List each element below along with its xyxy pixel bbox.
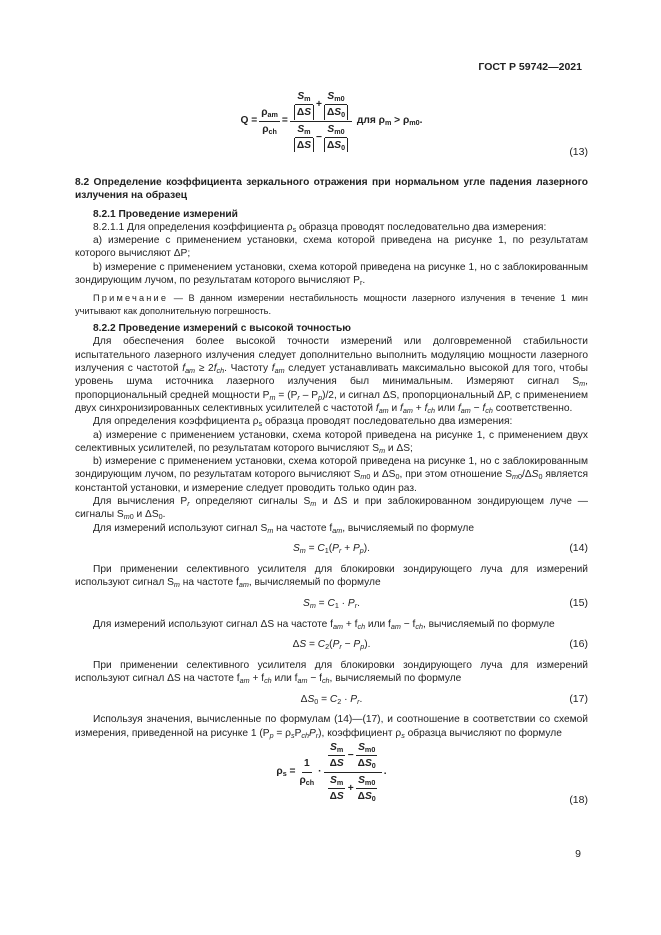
formula-17: $\Delta S_0 = C_2 \cdot P_r$. (17) [300, 692, 588, 706]
list-item-a: а) измерение с применением установки, схема которой приведена на рисунке 1, по результатам которого вычисляют ΔP; [75, 235, 588, 260]
list-item-b: b) измерение с применением установки, схема которой приведена на рисунке 1, но с заблокированным зондирующим лучом, по результатам которого вычисляют $P_r$. [75, 261, 588, 288]
eq15-number: (15) [569, 596, 588, 609]
formula-16: $\Delta S = C_2(P_r - P_p)$. (16) [292, 638, 588, 652]
paragraph-using-values: Используя значения, вычисленные по формулам (14)—(17), и соотношение в соответствии со схемой измерения, приведенной на рисунке 1 $(P_p = \rho_sP_{ch}P_r)$, коэффициент $\rho_s$ образца вычисляют по формуле [75, 714, 588, 740]
paragraph-two-measurements: Для определения коэффициента $\rho_s$ образца проводят последовательно два измерения: [93, 416, 513, 429]
formula-18: $\rho_s$ = 1 $\rho_{ch}$ · $S_m$ ΔS − $\frac{S_{m0}}{\Delta S_0}$ $S_m$ ΔS + $\frac{S_{m0}}{\Delta S_0}$ . (18) [276, 741, 588, 807]
eq18-number: (18) [569, 794, 588, 807]
formula-15: $S_m = C_1 \cdot P_r$. (15) [303, 596, 588, 610]
eq13-condition: для $\rho_m > \rho_{m0}$. [356, 115, 423, 128]
eq17-number: (17) [569, 692, 588, 705]
paragraph-8-2-1-1: 8.2.1.1 Для определения коэффициента $\rho_s$ образца проводят последовательно два измерения: [93, 221, 547, 234]
note: Примечание — В данном измерении нестабильность мощности лазерного излучения в течение 1 мин учитывают как дополнительную погрешность. [75, 293, 588, 316]
formula-14: $S_m = C_1(P_r + P_p)$. (14) [292, 542, 588, 556]
formula-13: Q = $\rho_{am}$ $\rho_{ch}$ = $S_m$ ΔS + $\frac{S_{m0}}{\Delta S_0}$ $S_m$ ΔS − $\frac{S_{m0}}{\Delta S_0}$ для $\rho_m > \rho_{m0}$. (13) [240, 91, 588, 158]
paragraph-signals: Для вычисления $P_r$ определяют сигналы $S_m$ и ΔS и при заблокированном зондирующем луче — сигналы $S_{m0}$ и $\Delta S_0$. [75, 496, 588, 522]
standard-header: ГОСТ Р 59742—2021 [478, 61, 582, 73]
eq13-main-fraction: $S_m$ ΔS + $\frac{S_{m0}}{\Delta S_0}$ $S_m$ ΔS − $\frac{S_{m0}}{\Delta S_0}$ [290, 90, 352, 152]
paragraph-signal-ds: Для измерений используют сигнал ΔS на частоте $f_{am} + f_{ch}$ или $f_{am} - f_{ch}$, вычисляемый по формуле [93, 618, 555, 631]
eq13-rho-fraction: $\rho_{am}$ $\rho_{ch}$ [261, 107, 278, 136]
page-number: 9 [575, 848, 581, 860]
eq16-number: (16) [569, 638, 588, 651]
paragraph-signal-sm: Для измерений используют сигнал $S_m$ на частоте $f_{am}$, вычисляемый по формуле [93, 522, 475, 535]
eq14-number: (14) [569, 542, 588, 555]
document-body [75, 176, 588, 810]
list-item-b-hp: b) измерение с применением установки, схема которой приведена на рисунке 1, но с заблокированным зондирующим лучом, по результатам которого вычисляют $S_{m0}$ и $\Delta S_0$, при этом отношение $S_{m0}/\Delta S_0$ является константой установки, и измерение следует проводить только один раз. [75, 456, 588, 494]
section-8-2-2-title: 8.2.2 Проведение измерений с высокой точностью [93, 323, 351, 335]
section-8-2-title: 8.2 Определение коэффициента зеркального отражения при нормальном угле падения лазерного излучения на образец [75, 177, 588, 202]
eq13-lhs: Q = [240, 115, 258, 127]
eq13-number: (13) [569, 146, 588, 158]
section-8-2-1-title: 8.2.1 Проведение измерений [93, 208, 238, 220]
list-item-a-hp: а) измерение с применением установки, схема которой приведена на рисунке 1, с применением двух селективных усилителей, по результатам которого вычисляют $S_m$ и ΔS; [75, 429, 588, 455]
paragraph-selective-1: При применении селективного усилителя для блокировки зондирующего луча для измерений используют сигнал $S_m$ на частоте $f_{am}$, вычисляемый по формуле [75, 563, 588, 590]
paragraph-selective-2: При применении селективного усилителя для блокировки зондирующего луча для измерений используют сигнал ΔS на частоте $f_{am} + f_{ch}$ или $f_{am} - f_{ch}$, вычисляемый по формуле [75, 659, 588, 686]
paragraph-modulation: Для обеспечения более высокой точности измерений или долговременной стабильности испытательного лазерного излучения следует дополнительно выполнить модуляцию мощности лазерного излучения с частотой $f_{am} \ge 2f_{ch}$. Частоту $f_{am}$ следует устанавливать максимально высокой для того, чтобы уровень шума источника лазерного излучения был минимальным. Измеряют сигнал $S_m$, пропорциональный средней мощности $P_m = (P_r - P_p)/2$, и сигнал ΔS, пропорциональный ΔP, с применением двух синхронизированных селективных усилителей с частотой $f_{am}$ и $f_{am} + f_{ch}$ или $f_{am} - f_{ch}$ соответственно. [75, 336, 588, 415]
